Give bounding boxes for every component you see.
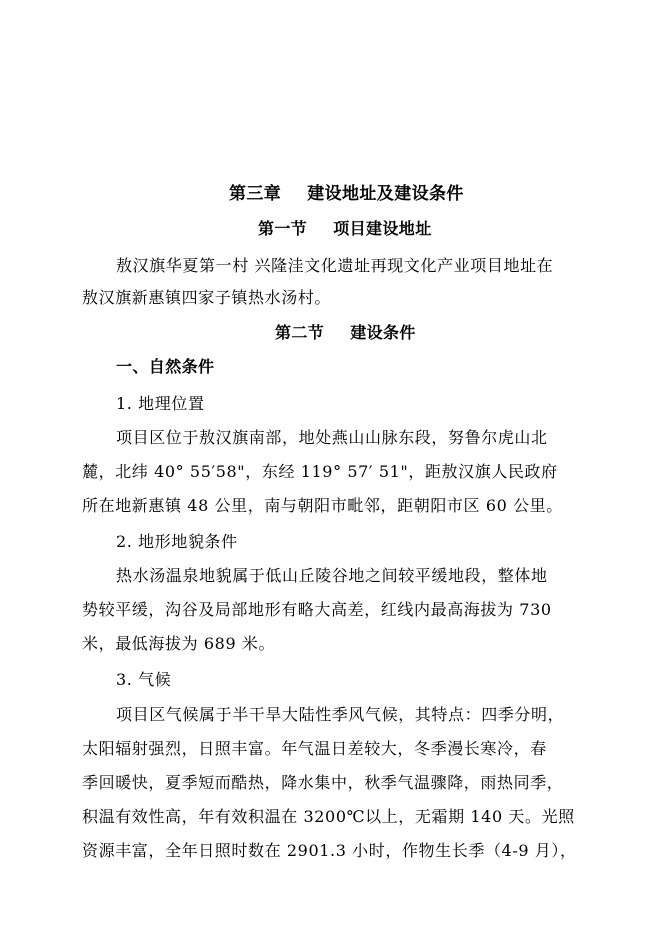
section-2-heading — [275, 323, 416, 343]
item-heading: 2. 地形地貌条件 — [116, 532, 238, 551]
paragraph-line: 资源丰富，全年日照时数在 2901.3 小时，作物生长季（4-9 月）， — [82, 841, 577, 860]
paragraph-line: 热水汤温泉地貌属于低山丘陵谷地之间较平缓地段，整体地 — [116, 566, 548, 585]
chapter-heading — [229, 184, 464, 204]
paragraph-line: 季回暖快，夏季短而酷热，降水集中，秋季气温骤降，雨热同季， — [82, 773, 564, 792]
paragraph-line: 所在地新惠镇 48 公里，南与朝阳市毗邻，距朝阳市区 60 公里。 — [82, 496, 563, 515]
chapter-number: 第三章 — [229, 184, 282, 204]
chapter-title: 建设地址及建设条件 — [307, 184, 464, 204]
item-heading: 3. 气候 — [116, 670, 172, 689]
subheading-natural-conditions: 一、自然条件 — [116, 357, 215, 376]
section-1-title: 项目建设地址 — [333, 219, 432, 238]
paragraph-line: 项目区气候属于半干旱大陆性季风气候，其特点：四季分明， — [116, 705, 565, 724]
paragraph-line: 米，最低海拔为 689 米。 — [82, 634, 276, 653]
item-heading: 1. 地理位置 — [116, 394, 205, 413]
paragraph-line: 敖汉旗新惠镇四家子镇热水汤村。 — [82, 288, 332, 307]
paragraph-line: 积温有效性高，年有效积温在 3200℃以上，无霜期 140 天。光照 — [82, 807, 575, 826]
section-2-title: 建设条件 — [350, 323, 416, 342]
section-2-number: 第二节 — [275, 323, 325, 342]
paragraph-line: 麓，北纬 40° 55′58"，东经 119° 57′ 51"，距敖汉旗人民政府 — [82, 462, 558, 481]
paragraph-line: 敖汉旗华夏第一村 兴隆洼文化遗址再现文化产业项目地址在 — [116, 256, 554, 275]
section-1-number: 第一节 — [258, 219, 308, 238]
paragraph-line: 项目区位于敖汉旗南部，地处燕山山脉东段，努鲁尔虎山北 — [116, 428, 548, 447]
paragraph-line: 势较平缓，沟谷及局部地形有略大高差，红线内最高海拔为 730 — [82, 600, 552, 619]
paragraph-line: 太阳辐射强烈，日照丰富。年气温日差较大，冬季漫长寒冷，春 — [82, 739, 547, 758]
section-1-heading — [258, 219, 432, 239]
